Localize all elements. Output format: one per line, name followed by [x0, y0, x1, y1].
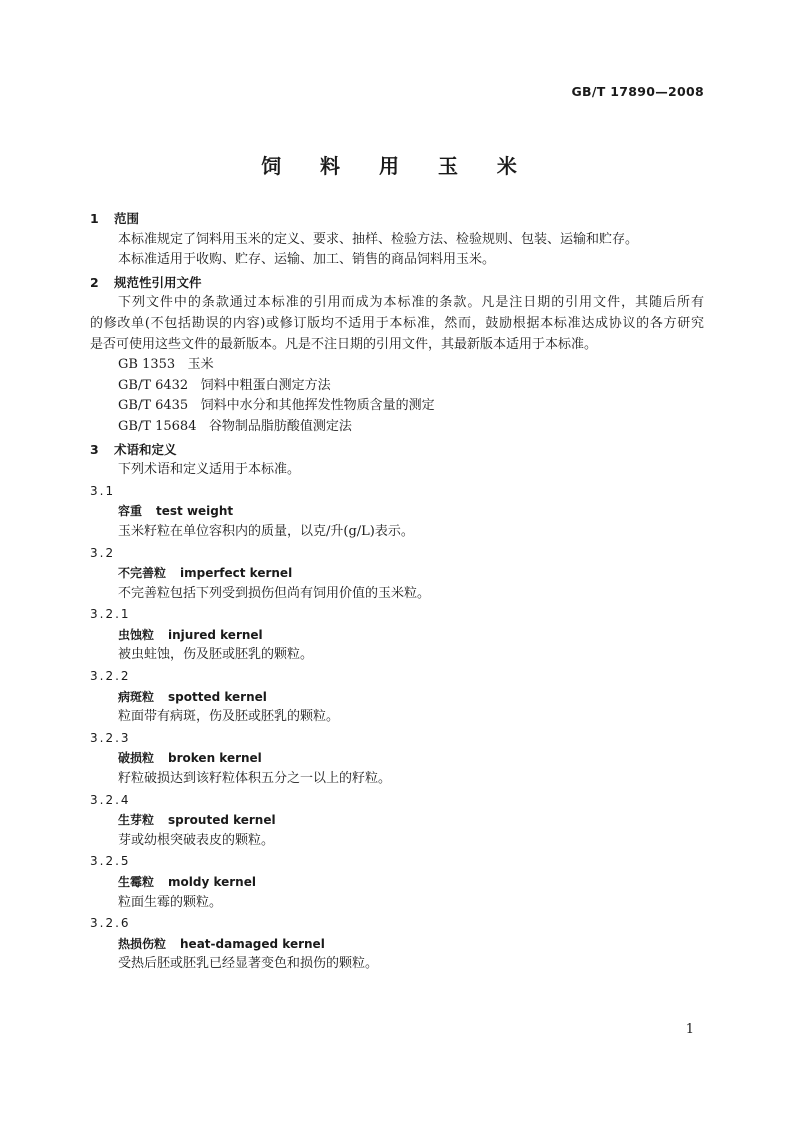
- section-number: 1: [90, 211, 99, 226]
- term-zh: 虫蚀粒: [118, 627, 155, 642]
- term-zh: 生芽粒: [118, 813, 155, 828]
- term-en: moldy kernel: [168, 875, 256, 889]
- term-en: imperfect kernel: [180, 566, 293, 581]
- section-title: 术语和定义: [114, 441, 177, 457]
- term-number: 3.2: [90, 545, 116, 560]
- term-zh: 不完善粒: [118, 566, 167, 581]
- reference-title: 饲料中粗蛋白测定方法: [200, 377, 331, 393]
- term-number: 3.2.4: [90, 792, 131, 807]
- paragraph: 本标准规定了饲料用玉米的定义、要求、抽样、检验方法、检验规则、包装、运输和贮存。: [118, 231, 639, 247]
- term-zh: 病斑粒: [118, 689, 155, 704]
- term-en: test weight: [156, 504, 234, 519]
- reference-item: [90, 376, 704, 397]
- paragraph-line: 下列文件中的条款通过本标准的引用而成为本标准的条款。凡是注日期的引用文件，其随后所有: [118, 295, 704, 311]
- term-number: 3.1: [90, 483, 116, 498]
- reference-title: 谷物制品脂肪酸值测定法: [208, 418, 352, 434]
- term-entry: [90, 810, 704, 831]
- section-heading-terms: [90, 440, 704, 461]
- term-en: injured kernel: [168, 627, 263, 642]
- paragraph-line: 的修改单(不包括勘误的内容)或修订版均不适用于本标准，然而，鼓励根据本标准达成协议的各方研究: [90, 315, 704, 331]
- term-en: sprouted kernel: [168, 813, 276, 828]
- term-number: 3.2.1: [90, 607, 131, 622]
- reference-item: [90, 396, 704, 417]
- term-en: broken kernel: [168, 751, 262, 766]
- term-definition: 被虫蛀蚀，伤及胚或胚乳的颗粒。: [118, 647, 314, 663]
- term-number: 3.2.6: [90, 916, 131, 931]
- paragraph-line: 是否可使用这些文件的最新版本。凡是不注日期的引用文件，其最新版本适用于本标准。: [90, 336, 598, 352]
- document-title: 饲 料 用 玉 米: [261, 154, 533, 178]
- document-body: [90, 209, 704, 975]
- term-en: heat-damaged kernel: [180, 936, 325, 951]
- term-entry: [90, 563, 704, 584]
- term-definition: 玉米籽粒在单位容积内的质量，以克/升(g/L)表示。: [118, 523, 414, 539]
- reference-title: 饲料中水分和其他挥发性物质含量的测定: [200, 398, 435, 414]
- standard-code: GB/T 17890—2008: [571, 84, 704, 99]
- term-zh: 破损粒: [118, 751, 155, 766]
- term-entry: [90, 501, 704, 522]
- term-entry: [90, 934, 704, 955]
- term-definition: 芽或幼根突破表皮的颗粒。: [118, 832, 275, 848]
- reference-code: GB/T 6432: [118, 377, 189, 393]
- page-number: 1: [685, 1022, 694, 1037]
- paragraph: 下列术语和定义适用于本标准。: [118, 462, 301, 478]
- paragraph: 本标准适用于收购、贮存、运输、加工、销售的商品饲料用玉米。: [118, 252, 496, 268]
- section-heading-scope: [90, 209, 704, 230]
- term-zh: 容重: [118, 504, 143, 519]
- term-definition: 不完善粒包括下列受到损伤但尚有饲用价值的玉米粒。: [118, 585, 431, 601]
- section-number: 2: [90, 274, 99, 290]
- reference-code: GB/T 6435: [118, 398, 189, 414]
- term-entry: [90, 625, 704, 646]
- section-heading-normative-refs: [90, 273, 704, 294]
- term-definition: 籽粒破损达到该籽粒体积五分之一以上的籽粒。: [118, 771, 392, 787]
- term-zh: 生霉粒: [118, 875, 155, 889]
- reference-item: [90, 417, 704, 438]
- reference-item: [90, 355, 704, 376]
- section-title: 范围: [114, 211, 140, 226]
- reference-code: GB 1353: [118, 357, 176, 373]
- section-number: 3: [90, 441, 99, 457]
- term-definition: 受热后胚或胚乳已经显著变色和损伤的颗粒。: [118, 956, 379, 972]
- term-en: spotted kernel: [168, 689, 267, 704]
- term-entry: [90, 687, 704, 708]
- section-title: 规范性引用文件: [114, 274, 202, 290]
- reference-code: GB/T 15684: [118, 418, 197, 434]
- reference-title: 玉米: [187, 357, 214, 373]
- term-definition: 粒面带有病斑，伤及胚或胚乳的颗粒。: [118, 709, 340, 725]
- term-number: 3.2.5: [90, 854, 131, 869]
- term-entry: [90, 872, 704, 893]
- term-number: 3.2.3: [90, 730, 131, 745]
- term-zh: 热损伤粒: [118, 936, 167, 951]
- term-number: 3.2.2: [90, 669, 131, 684]
- term-definition: 粒面生霉的颗粒。: [118, 894, 223, 910]
- term-entry: [90, 748, 704, 769]
